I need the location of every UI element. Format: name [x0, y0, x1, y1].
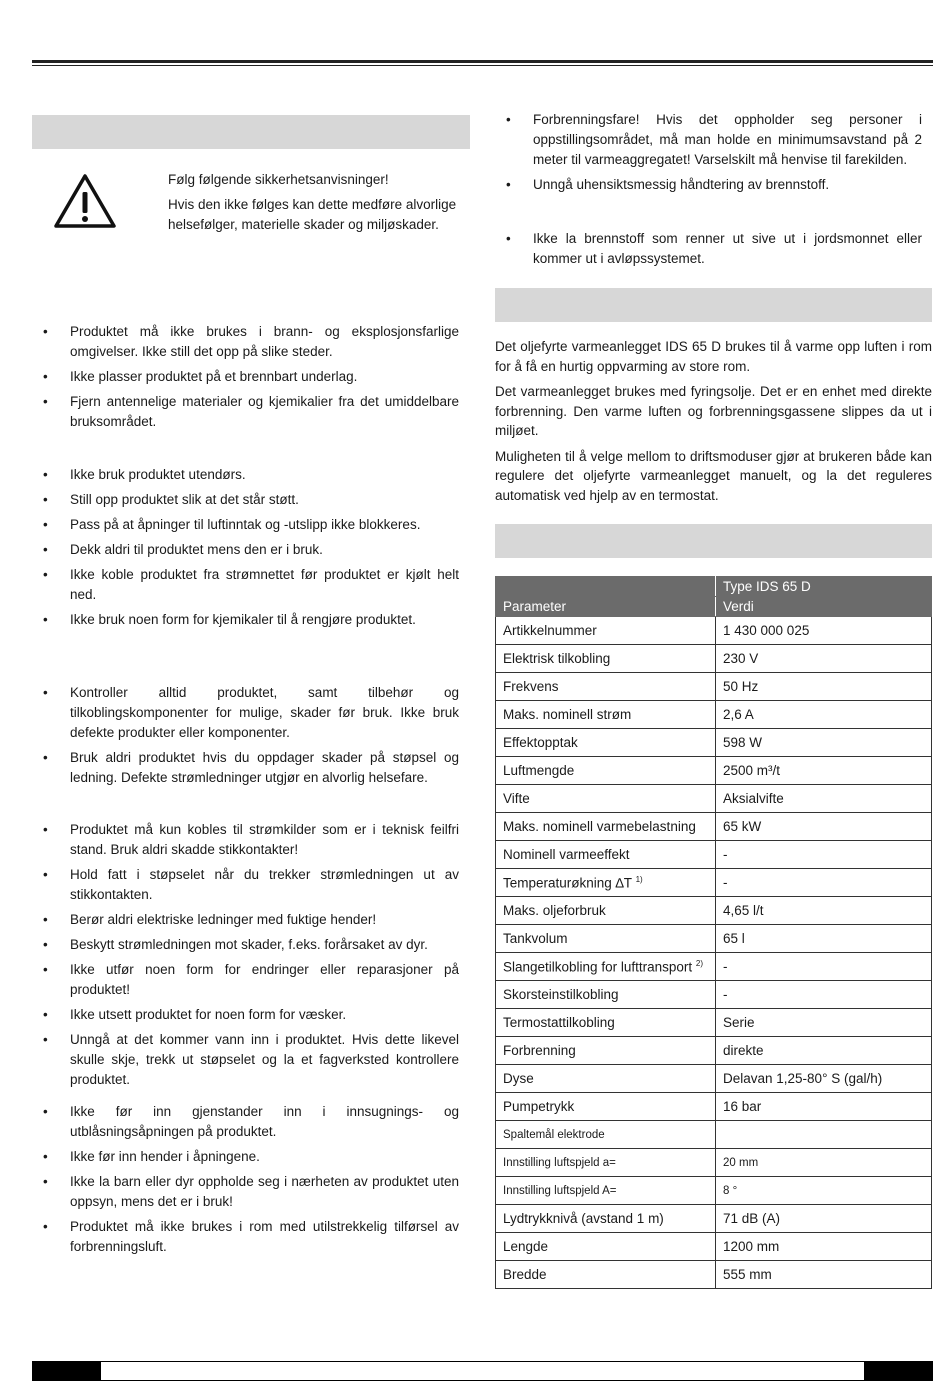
table-row [496, 897, 932, 925]
parameter-label: Frekvens [503, 679, 559, 694]
table-row [496, 869, 932, 897]
table-cell-value: 50 Hz [716, 673, 932, 701]
table-cell-parameter [496, 897, 716, 925]
parameter-label: Tankvolum [503, 931, 568, 946]
section-bar-technical [495, 524, 932, 558]
parameter-label: Spaltemål elektrode [503, 1128, 605, 1141]
header-rule-thin [32, 65, 933, 66]
table-cell-value [716, 1121, 932, 1149]
parameter-label: Maks. oljeforbruk [503, 903, 606, 918]
table-cell-parameter [496, 1233, 716, 1261]
table-cell-parameter [496, 953, 716, 981]
table-cell-value: - [716, 981, 932, 1009]
list-item: • Ikke bruk produktet utendørs. [32, 465, 459, 485]
table-row [496, 925, 932, 953]
usage-paragraph: Det oljefyrte varmeanlegget IDS 65 D brukes til å varme opp luften i rom for å få en hurtig oppvarming av store rom. [495, 339, 932, 374]
parameter-label: Nominell varmeeffekt [503, 847, 630, 862]
table-cell-parameter [496, 729, 716, 757]
table-cell-parameter [496, 813, 716, 841]
table-cell-value: 230 V [716, 645, 932, 673]
list-item: • Dekk aldri til produktet mens den er i bruk. [32, 540, 459, 560]
table-row [496, 1065, 932, 1093]
warning-consequence: Hvis den ikke følges kan dette medføre alvorlige helsefølger, materielle skader og miljøskader. [168, 197, 457, 232]
list-item: • Ikke plasser produktet på et brennbart underlag. [32, 367, 459, 387]
usage-paragraph: Muligheten til å velge mellom to driftsmoduser gjør at brukeren både kan regulere det oljefyrte varmeanlegget manuelt, og la det reguleres automatisk ved hjelp av en termostat. [495, 448, 932, 503]
table-cell-value: 1200 mm [716, 1233, 932, 1261]
table-cell-value: Aksialvifte [716, 785, 932, 813]
list-item: • Beskytt strømledningen mot skader, f.eks. forårsaket av dyr. [32, 935, 459, 955]
table-row [496, 981, 932, 1009]
footer-bar [32, 1361, 933, 1381]
table-cell-value: Serie [716, 1009, 932, 1037]
table-cell-value: 65 l [716, 925, 932, 953]
table-cell-parameter [496, 1065, 716, 1093]
bullet-list-openings [32, 1102, 459, 1262]
list-item: • Produktet må ikke brukes i rom med utilstrekkelig tilførsel av forbrenningsluft. [32, 1217, 459, 1257]
footnote-marker: 2) [695, 958, 703, 968]
table-cell-parameter [496, 1093, 716, 1121]
list-item: • Ikke utsett produktet for noen form for væsker. [32, 1005, 459, 1025]
table-cell-parameter [496, 673, 716, 701]
table-cell-parameter [496, 1261, 716, 1289]
parameter-label: Forbrenning [503, 1043, 576, 1058]
table-cell-parameter [496, 1177, 716, 1205]
table-cell-parameter [496, 981, 716, 1009]
section-bar-usage [495, 288, 932, 322]
section-bar-safety [32, 115, 470, 149]
table-row [496, 841, 932, 869]
list-item: • Berør aldri elektriske ledninger med fuktige hender! [32, 910, 459, 930]
table-cell-parameter [496, 1205, 716, 1233]
warning-triangle-icon [52, 172, 118, 230]
table-header-type: Type IDS 65 D [716, 577, 932, 597]
parameter-label: Termostattilkobling [503, 1015, 615, 1030]
list-item: • Kontroller alltid produktet, samt tilbehør og tilkoblingskomponenter for mulige, skader før bruk. Ikke bruk defekte produkter eller komponenter. [32, 683, 459, 743]
list-item: • Fjern antennelige materialer og kjemikalier fra det umiddelbare bruksområdet. [32, 392, 459, 432]
table-header-row [496, 597, 932, 617]
list-item: • Produktet må ikke brukes i brann- og eksplosjonsfarlige omgivelser. Ikke still det opp på slike steder. [32, 322, 459, 362]
table-row [496, 1037, 932, 1065]
footer-block-left [33, 1362, 101, 1380]
table-row [496, 617, 932, 645]
table-row [496, 701, 932, 729]
table-row [496, 729, 932, 757]
table-cell-value: 598 W [716, 729, 932, 757]
table-row [496, 1233, 932, 1261]
list-item: • Ikke før inn gjenstander inn i innsugnings- og utblåsningsåpningen på produktet. [32, 1102, 459, 1142]
bullet-list-inspection [32, 683, 459, 793]
table-row [496, 1149, 932, 1177]
table-cell-value: 65 kW [716, 813, 932, 841]
list-item: • Ikke bruk noen form for kjemikaler til å rengjøre produktet. [32, 610, 459, 630]
table-cell-value: 20 mm [716, 1149, 932, 1177]
table-header-empty [496, 577, 716, 597]
table-cell-parameter [496, 1149, 716, 1177]
table-row [496, 1009, 932, 1037]
list-item: • Pass på at åpninger til luftinntak og -utslipp ikke blokkeres. [32, 515, 459, 535]
list-item: • Ikke la barn eller dyr oppholde seg i nærheten av produktet uten oppsyn, mens det er i bruk! [32, 1172, 459, 1212]
table-row [496, 645, 932, 673]
table-cell-parameter [496, 1121, 716, 1149]
table-row [496, 1121, 932, 1149]
parameter-label: Innstilling luftspjeld A= [503, 1184, 617, 1197]
parameter-label: Pumpetrykk [503, 1099, 575, 1114]
list-item: • Unngå at det kommer vann inn i produktet. Hvis dette likevel skulle skje, trekk ut støpselet og la et fagverksted kontrollere produktet. [32, 1030, 459, 1090]
list-item: • Ikke la brennstoff som renner ut sive ut i jordsmonnet eller kommer ut i avløpssystemet. [495, 229, 922, 269]
table-row [496, 1177, 932, 1205]
table-cell-parameter [496, 869, 716, 897]
table-cell-value: 555 mm [716, 1261, 932, 1289]
parameter-label: Elektrisk tilkobling [503, 651, 611, 666]
table-cell-value: direkte [716, 1037, 932, 1065]
list-item: • Still opp produktet slik at det står støtt. [32, 490, 459, 510]
table-cell-value: 71 dB (A) [716, 1205, 932, 1233]
table-cell-parameter [496, 645, 716, 673]
usage-paragraph: Det varmeanlegget brukes med fyringsolje. Det er en enhet med direkte forbrenning. Den varme luften og forbrenningsgassene slippes da ut i miljøet. [495, 384, 932, 438]
list-item: • Bruk aldri produktet hvis du oppdager skader på støpsel og ledning. Defekte strømledninger utgjør en alvorlig helsefare. [32, 748, 459, 788]
parameter-label: Dyse [503, 1071, 534, 1086]
table-cell-parameter [496, 925, 716, 953]
footnote-marker: 1) [635, 874, 643, 884]
list-item: • Ikke koble produktet fra strømnettet før produktet er kjølt helt ned. [32, 565, 459, 605]
table-cell-value: 2,6 A [716, 701, 932, 729]
table-cell-parameter [496, 757, 716, 785]
table-cell-parameter [496, 1009, 716, 1037]
table-cell-parameter [496, 1037, 716, 1065]
list-item: • Hold fatt i støpselet når du trekker strømledningen ut av stikkontakten. [32, 865, 459, 905]
table-cell-parameter [496, 785, 716, 813]
warning-text-block [168, 170, 466, 235]
table-row [496, 785, 932, 813]
table-row [496, 1093, 932, 1121]
table-row [496, 673, 932, 701]
list-item: • Forbrenningsfare! Hvis det oppholder seg personer i oppstillingsområdet, må man holde en minimumsavstand på 2 meter til varmeaggregatet! Varselskilt må henvise til farekilden. [495, 110, 922, 170]
bullet-list-burn-risk [495, 110, 922, 200]
list-item: • Produktet må kun kobles til strømkilder som er i teknisk feilfri stand. Bruk aldri skadde stikkontakter! [32, 820, 459, 860]
table-cell-parameter [496, 617, 716, 645]
header-rule-thick [32, 60, 933, 63]
table-type-row [496, 577, 932, 597]
list-item: • Unngå uhensiktsmessig håndtering av brennstoff. [495, 175, 922, 195]
table-cell-value: - [716, 953, 932, 981]
parameter-label: Slangetilkobling for lufttransport [503, 959, 693, 975]
bullet-list-fire [32, 322, 459, 437]
parameter-label: Skorsteinstilkobling [503, 987, 619, 1002]
parameter-label: Artikkelnummer [503, 623, 597, 638]
table-cell-value: - [716, 841, 932, 869]
table-cell-parameter [496, 841, 716, 869]
table-row [496, 757, 932, 785]
warning-intro: Følg følgende sikkerhetsanvisninger! [168, 172, 389, 187]
parameter-label: Innstilling luftspjeld a= [503, 1156, 616, 1169]
table-cell-value: 4,65 l/t [716, 897, 932, 925]
technical-data-table [495, 576, 932, 1289]
parameter-label: Lydtrykknivå (avstand 1 m) [503, 1211, 664, 1226]
list-item: • Ikke før inn hender i åpningene. [32, 1147, 459, 1167]
bullet-list-placement [32, 465, 459, 635]
parameter-label: Lengde [503, 1239, 549, 1254]
table-cell-value: - [716, 869, 932, 897]
table-row [496, 1261, 932, 1289]
table-cell-value: 8 ° [716, 1177, 932, 1205]
parameter-label: Bredde [503, 1267, 547, 1282]
footer-block-right [864, 1362, 932, 1380]
table-cell-value: 1 430 000 025 [716, 617, 932, 645]
table-row [496, 953, 932, 981]
table-header-value: Verdi [716, 597, 932, 617]
parameter-label: Maks. nominell varmebelastning [503, 819, 696, 834]
parameter-label: Vifte [503, 791, 530, 806]
table-row [496, 813, 932, 841]
table-cell-value: 16 bar [716, 1093, 932, 1121]
parameter-label: Temperaturøkning ∆T [503, 875, 632, 891]
table-cell-value: 2500 m³/t [716, 757, 932, 785]
bullet-list-electrical [32, 820, 459, 1095]
table-header-parameter: Parameter [496, 597, 716, 617]
table-row [496, 1205, 932, 1233]
list-item: • Ikke utfør noen form for endringer eller reparasjoner på produktet! [32, 960, 459, 1000]
parameter-label: Maks. nominell strøm [503, 707, 632, 722]
table-cell-parameter [496, 701, 716, 729]
usage-description [495, 337, 932, 511]
table-cell-value: Delavan 1,25-80° S (gal/h) [716, 1065, 932, 1093]
bullet-list-fuel [495, 229, 922, 274]
parameter-label: Effektopptak [503, 735, 578, 750]
parameter-label: Luftmengde [503, 763, 575, 778]
